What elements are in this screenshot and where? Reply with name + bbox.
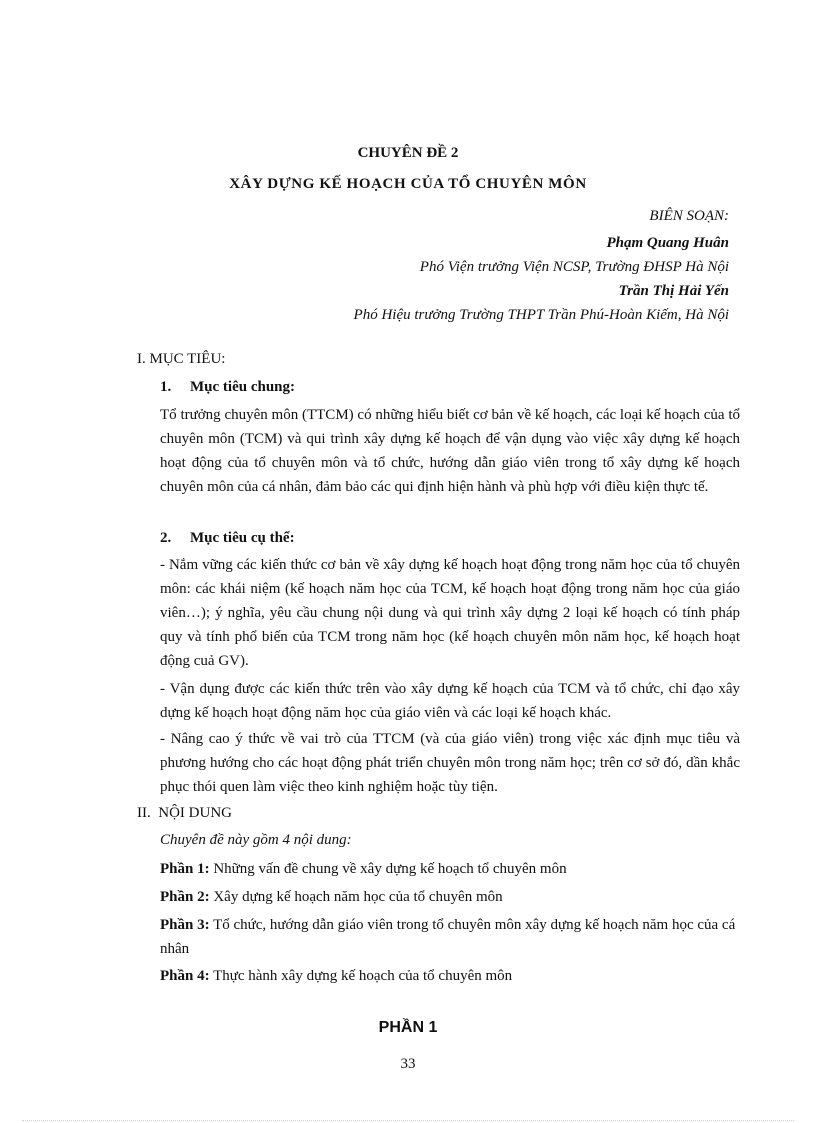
section1-sub1-heading: 1. Mục tiêu chung:	[160, 379, 295, 395]
author1-name: Phạm Quang Huân	[606, 235, 729, 251]
author2-name: Trần Thị Hải Yến	[618, 283, 729, 299]
page-bottom-divider	[22, 1120, 794, 1121]
part-text: Tổ chức, hướng dẫn giáo viên trong tổ chuyên môn xây dựng kế hoạch năm học của cá nhân	[160, 917, 736, 957]
page-number: 33	[400, 1056, 416, 1072]
compiled-by-label: BIÊN SOẠN:	[649, 208, 729, 224]
section1-sub2-bullet2: - Vận dụng được các kiến thức trên vào xây dựng kế hoạch của TCM và tổ chức, chỉ đạo xây dựng kế hoạch hoạt động năm học của giáo viên và các loại kế hoạch khác.	[160, 681, 740, 721]
part-text: Thực hành xây dựng kế hoạch của tổ chuyên môn	[209, 968, 513, 984]
part-text: Những vấn đề chung về xây dựng kế hoạch tổ chuyên môn	[209, 861, 567, 877]
topic-title: XÂY DỰNG KẾ HOẠCH CỦA TỔ CHUYÊN MÔN	[229, 176, 587, 192]
part-text: Xây dựng kế hoạch năm học của tổ chuyên môn	[209, 889, 503, 905]
part-item-3	[160, 913, 740, 961]
part-label: Phần 3:	[160, 917, 210, 933]
section2-intro: Chuyên đề này gồm 4 nội dung:	[160, 832, 352, 848]
topic-number: CHUYÊN ĐỀ 2	[357, 145, 459, 161]
section1-sub2-bullet1: - Nắm vững các kiến thức cơ bản về xây dựng kế hoạch hoạt động trong năm học của tổ chuyên môn: các khái niệm (kế hoạch năm học của TCM, kế hoạch hoạt động trong năm học của giáo viên…); ý nghĩa, yêu cầu chung nội dung và qui trình xây dựng 2 loại kế hoạch có tính pháp quy và tính phổ biến của TCM trong năm học (kế hoạch chuyên môn năm học, kế hoạch hoạt động cuả GV).	[160, 557, 740, 669]
section1-sub2-bullet3: - Nâng cao ý thức về vai trò của TTCM (và của giáo viên) trong việc xác định mục tiêu và phương hướng cho các hoạt động phát triển chuyên môn trong năm học; trên cơ sở đó, dần khắc phục thói quen làm việc theo kinh nghiệm hoặc tùy tiện.	[160, 731, 740, 795]
section1-sub2-heading: 2. Mục tiêu cụ thể:	[160, 530, 295, 546]
part-label: Phần 2:	[160, 889, 210, 905]
author2-role: Phó Hiệu trưởng Trường THPT Trần Phú-Hoàn Kiếm, Hà Nội	[353, 307, 729, 323]
part-item-1	[160, 857, 740, 881]
section1-heading: I. MỤC TIÊU:	[137, 351, 226, 367]
part-item-4	[160, 964, 740, 988]
author1-role: Phó Viện trưởng Viện NCSP, Trường ĐHSP Hà Nội	[419, 259, 729, 275]
next-part-heading: PHẦN 1	[378, 1019, 438, 1036]
part-label: Phần 4:	[160, 968, 210, 984]
part-label: Phần 1:	[160, 861, 210, 877]
part-item-2	[160, 885, 740, 909]
section1-sub1-text: Tổ trưởng chuyên môn (TTCM) có những hiểu biết cơ bản về kế hoạch, các loại kế hoạch của tổ chuyên môn (TCM) và qui trình xây dựng kế hoạch để vận dụng vào việc xây dựng kế hoạch hoạt động của tổ chuyên môn và tổ chức, hướng dẫn giáo viên trong tổ xây dựng kế hoạch chuyên môn của cá nhân, đảm bảo các qui định hiện hành và phù hợp với điều kiện thực tế.	[160, 407, 740, 495]
section2-heading: II. NỘI DUNG	[137, 805, 232, 821]
